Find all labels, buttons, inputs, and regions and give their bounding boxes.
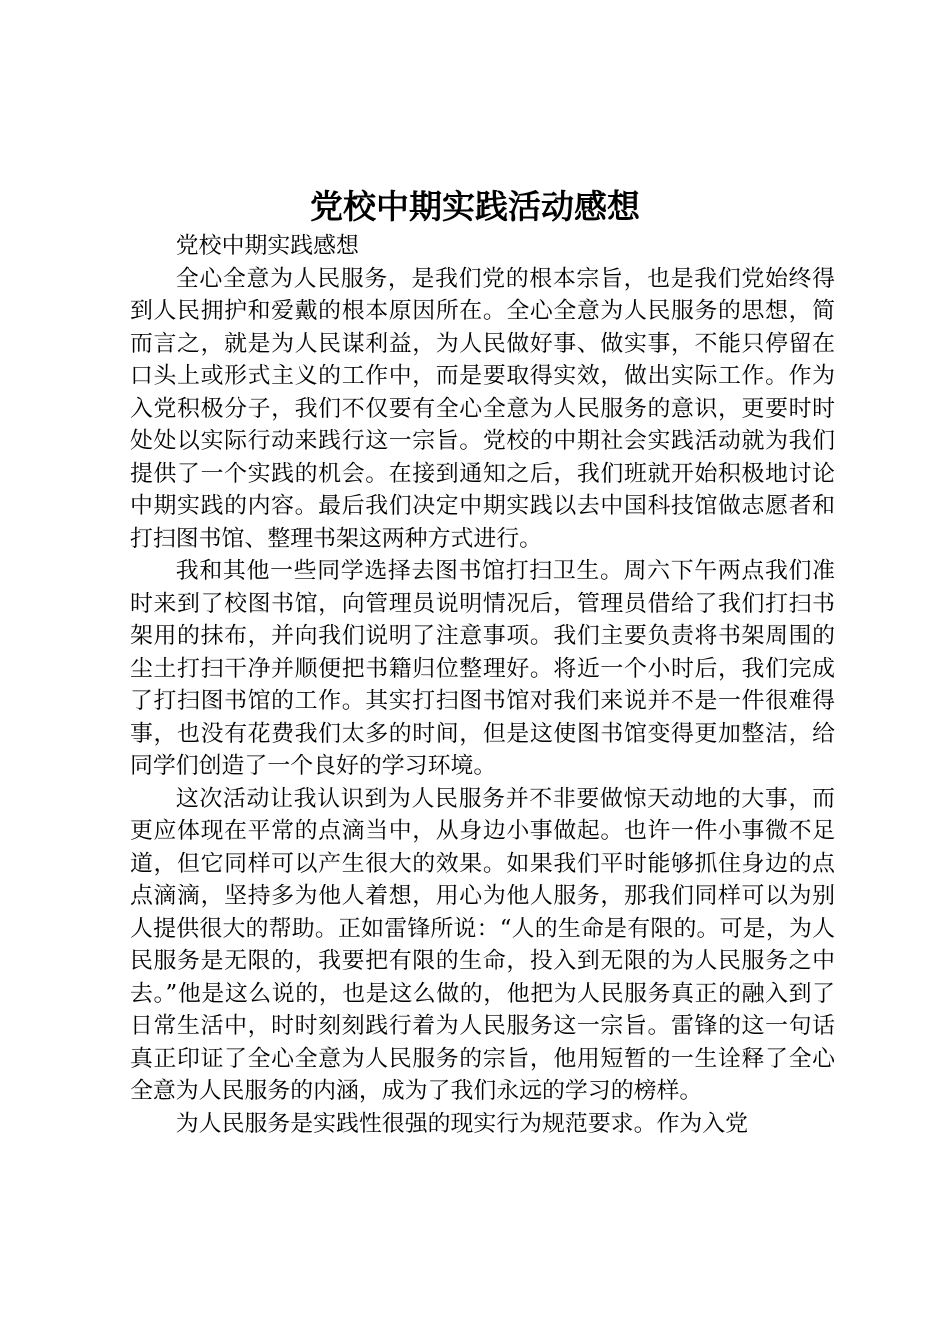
document-subtitle: 党校中期实践感想: [175, 233, 359, 259]
paragraph-1: 全心全意为人民服务，是我们党的根本宗旨，也是我们党始终得到人民拥护和爱戴的根本原因所在。全心全意为人民服务的思想，简而言之，就是为人民谋利益，为人民做好事、做实事，不能只停留在口头上或形式主义的工作中，而是要取得实效，做出实际工作。作为入党积极分子，我们不仅要有全心全意为人民服务的意识，更要时时处处以实际行动来践行这一宗旨。党校的中期社会实践活动就为我们提供了一个实践的机会。在接到通知之后，我们班就开始积极地讨论中期实践的内容。最后我们决定中期实践以去中国科技馆做志愿者和打扫图书馆、整理书架这两种方式进行。: [130, 265, 835, 552]
document-title: 党校中期实践活动感想: [310, 187, 640, 226]
paragraph-2: 我和其他一些同学选择去图书馆打扫卫生。周六下午两点我们准时来到了校图书馆，向管理员说明情况后，管理员借给了我们打扫书架用的抹布，并向我们说明了注意事项。我们主要负责将书架周围的尘土打扫干净并顺便把书籍归位整理好。将近一个小时后，我们完成了打扫图书馆的工作。其实打扫图书馆对我们来说并不是一件很难得事，也没有花费我们太多的时间，但是这使图书馆变得更加整洁，给同学们创造了一个良好的学习环境。: [130, 558, 835, 779]
paragraph-3: 这次活动让我认识到为人民服务并不非要做惊天动地的大事，而更应体现在平常的点滴当中，从身边小事做起。也许一件小事微不足道，但它同样可以产生很大的效果。如果我们平时能够抓住身边的点点滴滴，坚持多为他人着想，用心为他人服务，那我们同样可以为别人提供很大的帮助。正如雷锋所说：“人的生命是有限的。可是，为人民服务是无限的，我要把有限的生命，投入到无限的为人民服务之中去。”他是这么说的，也是这么做的，他把为人民服务真正的融入到了日常生活中，时时刻刻践行着为人民服务这一宗旨。雷锋的这一句话真正印证了全心全意为人民服务的宗旨，他用短暂的一生诠释了全心全意为人民服务的内涵，成为了我们永远的学习的榜样。: [130, 785, 835, 1104]
paragraph-4: 为人民服务是实践性很强的现实行为规范要求。作为入党: [175, 1110, 749, 1137]
document-body: [130, 230, 835, 1140]
